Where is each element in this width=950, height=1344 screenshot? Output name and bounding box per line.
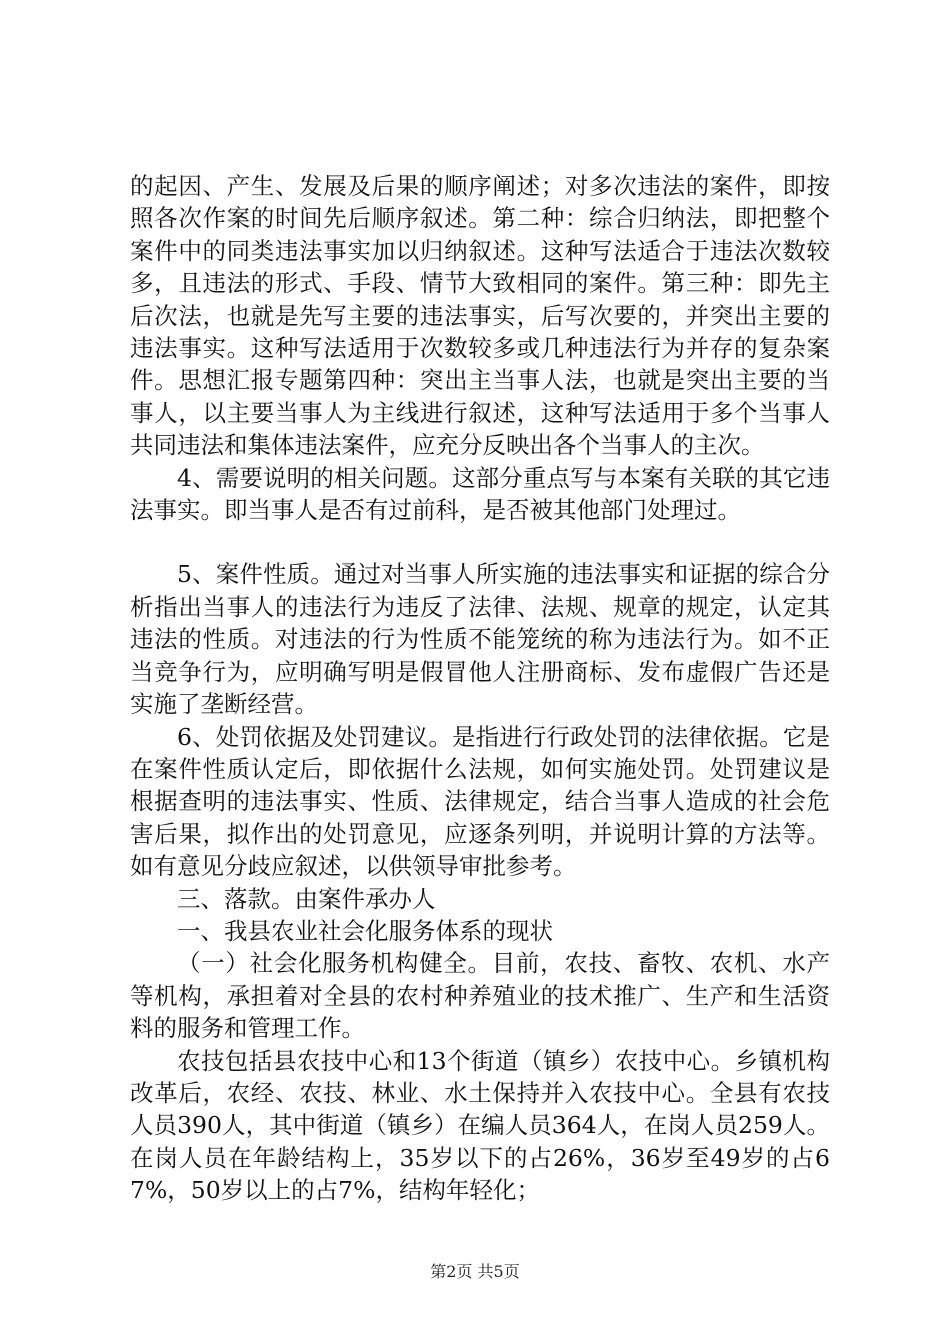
paragraph-signature: 三、落款。由案件承办人 (177, 884, 436, 913)
paragraph-related-issues: 4、需要说明的相关问题。这部分重点写与本案有关联的其它违法事实。即当事人是否有过前科，是否被其他部门处理过。 (130, 463, 830, 525)
page-number-footer: 第2页 共5页 (430, 1262, 520, 1281)
paragraph-service-agencies: （一）社会化服务机构健全。目前，农技、畜牧、农机、水产等机构，承担着对全县的农村种养殖业的技术推广、生产和生活资料的服务和管理工作。 (130, 949, 830, 1043)
paragraph-agri-tech-staff: 农技包括县农技中心和13个街道（镇乡）农技中心。乡镇机构改革后，农经、农技、林业、水土保持并入农技中心。全县有农技人员390人，其中街道（镇乡）在编人员364人，在岗人员259人。在岗人员在年龄结构上，35岁以下的占26%，36岁至49岁的占67%，50岁以上的占7%，结构年轻化； (130, 1046, 830, 1205)
document-body (130, 170, 830, 1207)
section-heading-current-status: 一、我县农业社会化服务体系的现状 (177, 916, 553, 945)
paragraph-case-nature: 5、案件性质。通过对当事人所实施的违法事实和证据的综合分析指出当事人的违法行为违反了法律、法规、规章的规定，认定其违法的性质。对违法的行为性质不能笼统的称为违法行为。如不正当竞争行为，应明确写明是假冒他人注册商标、发布虚假广告还是实施了垄断经营。 (130, 560, 830, 719)
paragraph-gap (130, 526, 830, 558)
paragraph-methods: 的起因、产生、发展及后果的顺序阐述；对多次违法的案件，即按照各次作案的时间先后顺序叙述。第二种：综合归纳法，即把整个案件中的同类违法事实加以归纳叙述。这种写法适合于违法次数较多，且违法的形式、手段、情节大致相同的案件。第三种：即先主后次法，也就是先写主要的违法事实，后写次要的，并突出主要的违法事实。这种写法适用于次数较多或几种违法行为并存的复杂案件。思想汇报专题第四种：突出主当事人法，也就是突出主要的当事人，以主要当事人为主线进行叙述，这种写法适用于多个当事人共同违法和集体违法案件，应充分反映出各个当事人的主次。 (130, 172, 830, 460)
paragraph-penalty-basis: 6、处罚依据及处罚建议。是指进行行政处罚的法律依据。它是在案件性质认定后，即依据什么法规，如何实施处罚。处罚建议是根据查明的违法事实、性质、法律规定，结合当事人造成的社会危害后果，拟作出的处罚意见，应逐条列明，并说明计算的方法等。如有意见分歧应叙述，以供领导审批参考。 (130, 722, 830, 881)
